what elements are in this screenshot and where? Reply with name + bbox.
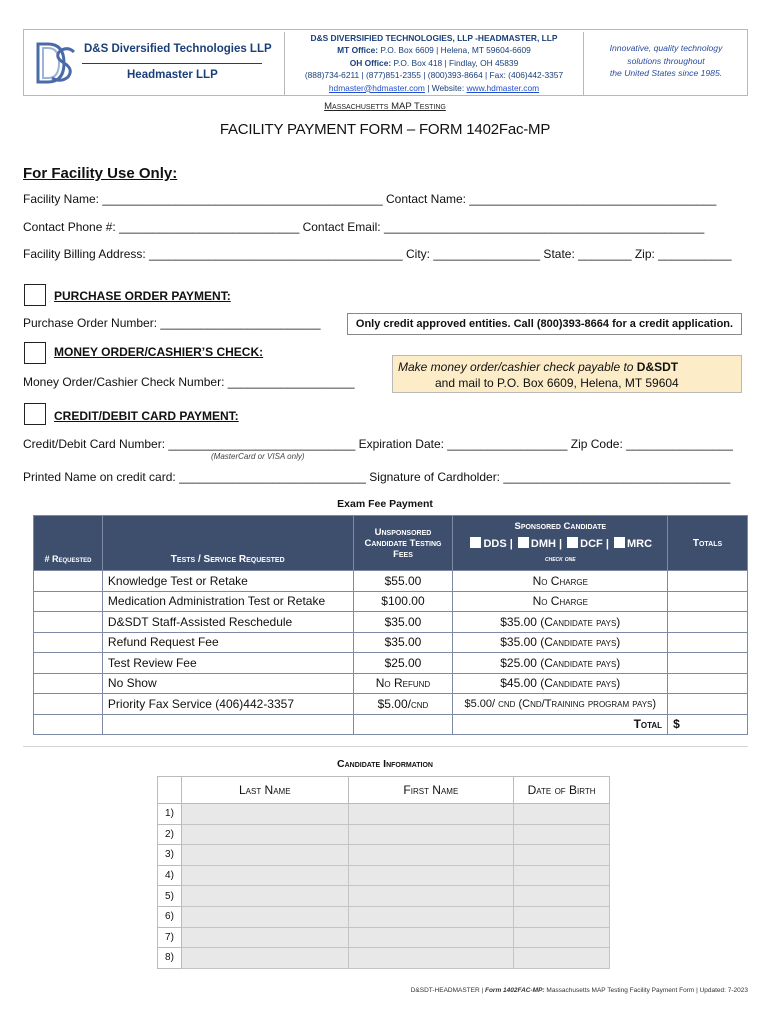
total-cell[interactable] [668, 571, 748, 592]
fee-row [34, 653, 748, 674]
qty-cell[interactable] [34, 694, 103, 715]
last-name-field[interactable] [181, 824, 348, 845]
last-name-header: Last Name [181, 777, 348, 804]
mt-office-address: P.O. Box 6609 | Helena, MT 59604-6609 [378, 45, 531, 56]
col-sponsored [453, 516, 668, 571]
first-name-field[interactable] [348, 906, 514, 927]
total-cell[interactable] [668, 591, 748, 612]
dcf-label: DCF [580, 538, 603, 550]
sponsored-fee-cell: $5.00/ cnd (Cnd/Training program pays) [453, 694, 668, 715]
sponsored-label: Sponsored Candidate [514, 521, 607, 532]
phone-numbers: (888)734-6211 | (877)851-2355 | (800)393-8664 | Fax: (406)442-3357 [304, 70, 564, 81]
contact-heading: D&S DIVERSIFIED TECHNOLOGIES, LLP -HEADMASTER, LLP [310, 33, 558, 43]
dob-field[interactable] [514, 948, 610, 969]
qty-cell[interactable] [34, 632, 103, 653]
total-blank-cell [102, 714, 353, 735]
dmh-label: DMH [530, 538, 556, 550]
money-order-heading: MONEY ORDER/CASHIER’S CHECK: [54, 345, 264, 359]
row-number: 8) [158, 948, 182, 969]
dob-field[interactable] [514, 886, 610, 907]
footer-prefix: D&SDT-HEADMASTER | [410, 987, 485, 994]
candidate-row [158, 865, 610, 886]
last-name-field[interactable] [181, 886, 348, 907]
row-number: 3) [158, 845, 182, 866]
sponsored-fee-cell: $25.00 (Candidate pays) [453, 653, 668, 674]
form-title: FACILITY PAYMENT FORM – FORM 1402Fac-MP [219, 121, 551, 138]
tagline-line-2: solutions throughout [627, 55, 705, 66]
row-number: 2) [158, 824, 182, 845]
dmh-checkbox[interactable] [518, 537, 529, 548]
last-name-field[interactable] [181, 948, 348, 969]
money-order-checkbox[interactable] [24, 342, 46, 364]
footer-form-id: Form 1402FAC-MP: [484, 987, 545, 994]
total-cell[interactable] [668, 653, 748, 674]
dds-label: DDS [483, 538, 507, 550]
total-cell[interactable] [668, 632, 748, 653]
footer-suffix: Massachusetts MAP Testing Facility Payment Form | Updated: 7-2023 [544, 987, 748, 994]
fee-row [34, 591, 748, 612]
service-cell: Test Review Fee [102, 653, 353, 674]
card-type-note: (MasterCard or VISA only) [211, 452, 305, 461]
candidate-info-heading: Candidate Information [337, 758, 433, 770]
program-subheading: Massachusetts MAP Testing [324, 101, 446, 112]
oh-office-address: P.O. Box 418 | Findlay, OH 45839 [391, 57, 519, 68]
col-unsponsored: Unsponsored Candidate Testing Fees [353, 516, 453, 571]
logo-divider [82, 63, 262, 64]
first-name-field[interactable] [348, 804, 514, 825]
website-label: | Website: [424, 82, 467, 93]
sponsored-fee-cell: $35.00 (Candidate pays) [453, 612, 668, 633]
mo-instruction-text: Make money order/cashier check payable to [398, 360, 637, 374]
website-link[interactable]: www.hdmaster.com [466, 82, 540, 93]
dob-field[interactable] [514, 845, 610, 866]
company-name-primary: D&S Diversified Technologies LLP [84, 43, 272, 55]
candidate-row [158, 886, 610, 907]
candidate-table [157, 776, 610, 969]
qty-cell[interactable] [34, 612, 103, 633]
row-number: 1) [158, 804, 182, 825]
unsponsored-fee-cell: $55.00 [353, 571, 453, 592]
qty-cell[interactable] [34, 673, 103, 694]
dob-field[interactable] [514, 906, 610, 927]
mrc-checkbox[interactable] [614, 537, 625, 548]
total-row [34, 714, 748, 735]
row-number: 4) [158, 865, 182, 886]
dcf-checkbox[interactable] [567, 537, 578, 548]
facility-name-line[interactable]: Facility Name: __________________________________________ Contact Name: _____________________________________ [23, 192, 717, 206]
service-cell: Medication Administration Test or Retake [102, 591, 353, 612]
candidate-row [158, 906, 610, 927]
col-tests: Tests / Service Requested [102, 516, 353, 571]
email-link[interactable]: hdmaster@hdmaster.com [328, 82, 425, 93]
col-requested: # Requested [34, 516, 103, 571]
row-number: 6) [158, 906, 182, 927]
purchase-order-heading: PURCHASE ORDER PAYMENT: [54, 289, 231, 303]
dob-field[interactable] [514, 804, 610, 825]
purchase-order-checkbox[interactable] [24, 284, 46, 306]
candidate-row [158, 927, 610, 948]
total-label: Total [453, 714, 668, 735]
sponsored-fee-cell: $45.00 (Candidate pays) [453, 673, 668, 694]
index-header [158, 777, 182, 804]
tagline [586, 42, 746, 80]
total-qty-cell [34, 714, 103, 735]
candidate-row [158, 824, 610, 845]
unsponsored-fee-cell: $5.00/cnd [353, 694, 453, 715]
row-number: 7) [158, 927, 182, 948]
contact-phone-line[interactable]: Contact Phone #: ___________________________ Contact Email: ________________________________________________ [23, 220, 705, 234]
total-cell[interactable] [668, 612, 748, 633]
mt-office-label: MT Office: [337, 45, 379, 56]
company-name-secondary: Headmaster LLP [127, 69, 218, 81]
total-cell[interactable] [668, 694, 748, 715]
mo-mail-address: and mail to P.O. Box 6609, Helena, MT 59604 [435, 376, 679, 390]
tagline-line-1: Innovative, quality technology [609, 43, 723, 53]
dds-checkbox[interactable] [470, 537, 481, 548]
dob-field[interactable] [514, 927, 610, 948]
first-name-field[interactable] [348, 845, 514, 866]
printed-name-line[interactable]: Printed Name on credit card: ____________________________ Signature of Cardholder: __________________________________ [23, 470, 731, 484]
first-name-field[interactable] [348, 927, 514, 948]
unsponsored-fee-cell: $35.00 [353, 632, 453, 653]
facility-section-heading: For Facility Use Only: [23, 165, 178, 182]
ds-logo-icon [34, 38, 78, 88]
dob-field[interactable] [514, 865, 610, 886]
fee-row [34, 571, 748, 592]
money-order-instructions [392, 355, 742, 393]
oh-office-label: OH Office: [349, 57, 392, 68]
fee-row [34, 612, 748, 633]
po-number-line[interactable]: Purchase Order Number: ________________________ [23, 316, 321, 330]
last-name-field[interactable] [181, 804, 348, 825]
page-footer [0, 987, 748, 994]
credit-note: Only credit approved entities. Call (800)393-8664 for a credit application. [347, 313, 742, 335]
credit-card-checkbox[interactable] [24, 403, 46, 425]
dob-field[interactable] [514, 824, 610, 845]
company-logo [32, 36, 272, 91]
row-number: 5) [158, 886, 182, 907]
credit-card-heading: CREDIT/DEBIT CARD PAYMENT: [54, 409, 239, 423]
qty-cell[interactable] [34, 591, 103, 612]
candidate-row [158, 845, 610, 866]
service-cell: Knowledge Test or Retake [102, 571, 353, 592]
dob-header: Date of Birth [514, 777, 610, 804]
service-cell: No Show [102, 673, 353, 694]
letterhead [23, 29, 748, 96]
qty-cell[interactable] [34, 571, 103, 592]
contact-block [284, 32, 584, 95]
check-one-note: check one [544, 556, 576, 563]
last-name-field[interactable] [181, 845, 348, 866]
unsponsored-fee-cell: $100.00 [353, 591, 453, 612]
service-cell: Priority Fax Service (406)442-3357 [102, 694, 353, 715]
last-name-field[interactable] [181, 927, 348, 948]
service-cell: D&SDT Staff-Assisted Reschedule [102, 612, 353, 633]
mrc-label: MRC [626, 538, 653, 550]
first-name-header: First Name [348, 777, 514, 804]
fee-row [34, 673, 748, 694]
first-name-field[interactable] [348, 865, 514, 886]
unsponsored-fee-cell: No Refund [353, 673, 453, 694]
mo-payee: D&SDT [636, 360, 679, 374]
exam-fee-heading: Exam Fee Payment [337, 498, 433, 510]
sponsored-fee-cell: No Charge [453, 571, 668, 592]
total-blank-cell [353, 714, 453, 735]
fee-row [34, 694, 748, 715]
exam-fee-table [33, 515, 748, 735]
sponsored-fee-cell: $35.00 (Candidate pays) [453, 632, 668, 653]
candidate-row [158, 948, 610, 969]
section-divider [23, 746, 748, 747]
fee-row [34, 632, 748, 653]
qty-cell[interactable] [34, 653, 103, 674]
last-name-field[interactable] [181, 865, 348, 886]
service-cell: Refund Request Fee [102, 632, 353, 653]
agency-checks: DDS | DMH | DCF | MRC [455, 537, 665, 550]
money-order-number-line[interactable]: Money Order/Cashier Check Number: ___________________ [23, 375, 355, 389]
first-name-field[interactable] [348, 886, 514, 907]
unsponsored-fee-cell: $25.00 [353, 653, 453, 674]
tagline-line-3: the United States since 1985. [609, 68, 723, 79]
card-number-line[interactable]: Credit/Debit Card Number: ____________________________ Expiration Date: __________________ Zip Code: ________________ [23, 437, 733, 451]
candidate-row [158, 804, 610, 825]
sponsored-fee-cell: No Charge [453, 591, 668, 612]
unsponsored-fee-cell: $35.00 [353, 612, 453, 633]
last-name-field[interactable] [181, 906, 348, 927]
first-name-field[interactable] [348, 948, 514, 969]
total-cell[interactable] [668, 673, 748, 694]
first-name-field[interactable] [348, 824, 514, 845]
billing-address-line[interactable]: Facility Billing Address: ______________________________________ City: ________________ State: ________ Zip: ___________ [23, 247, 732, 261]
grand-total-cell[interactable]: $ [668, 714, 748, 735]
col-totals: Totals [668, 516, 748, 571]
